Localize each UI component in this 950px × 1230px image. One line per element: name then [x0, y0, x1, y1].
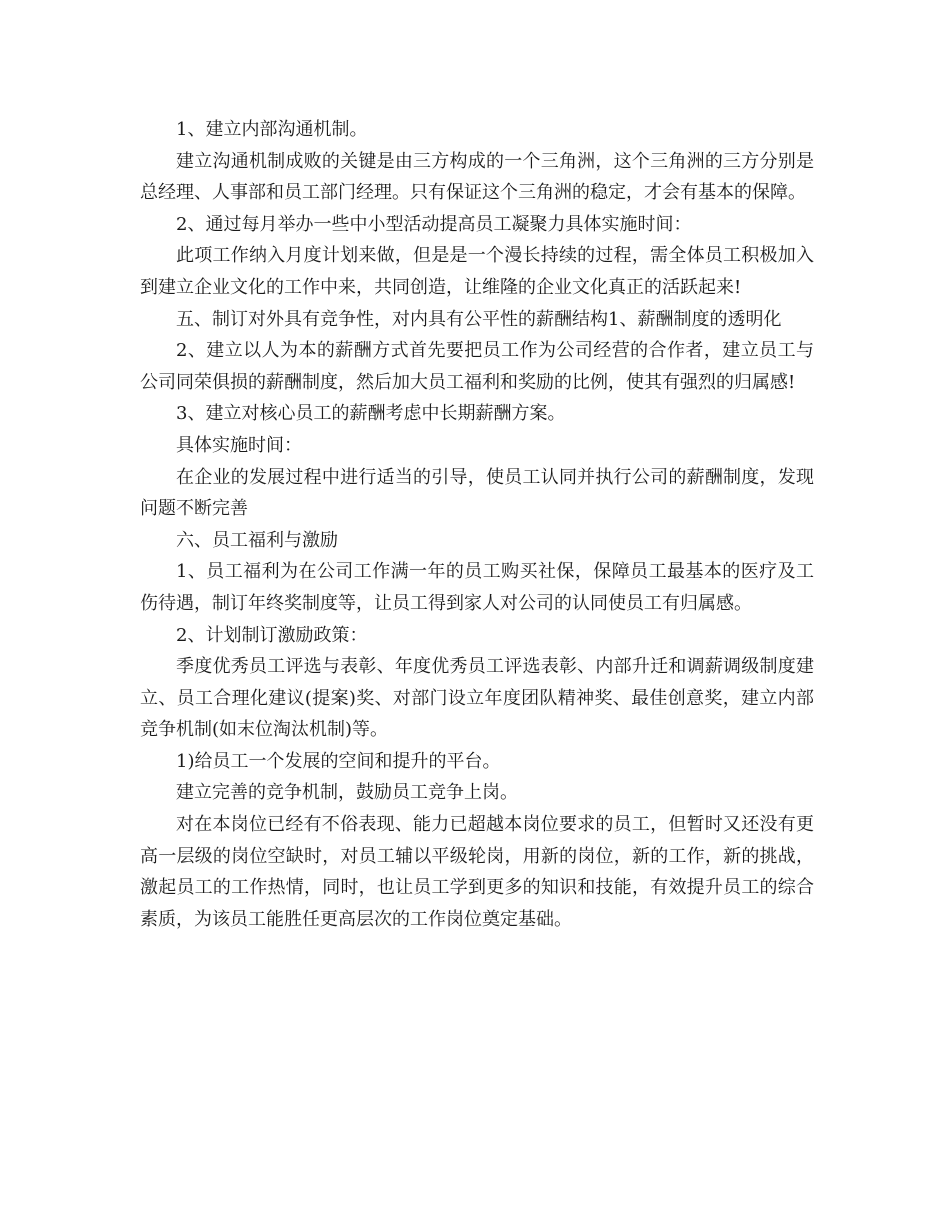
paragraph: 1)给员工一个发展的空间和提升的平台。	[176, 750, 501, 772]
paragraph: 建立完善的竞争机制，鼓励员工竞争上岗。	[176, 782, 518, 804]
paragraph: 1、员工福利为在公司工作满一年的员工购买社保，保障员工最基本的医疗及工伤待遇，制订年终奖制度等，让员工得到家人对公司的认同使员工有归属感。	[140, 561, 814, 614]
paragraph: 2、计划制订激励政策：	[176, 624, 368, 646]
paragraph: 具体实施时间：	[176, 434, 302, 456]
paragraph: 在企业的发展过程中进行适当的引导，使员工认同并执行公司的薪酬制度，发现问题不断完善	[140, 466, 814, 520]
paragraph: 五、制订对外具有竞争性，对内具有公平性的薪酬结构1、薪酬制度的透明化	[176, 308, 782, 330]
paragraph: 3、建立对核心员工的薪酬考虑中长期薪酬方案。	[176, 403, 566, 425]
paragraph: 此项工作纳入月度计划来做，但是是一个漫长持续的过程，需全体员工积极加入到建立企业文化的工作中来，共同创造，让维隆的企业文化真正的活跃起来!	[140, 245, 814, 298]
paragraph: 1、建立内部沟通机制。	[176, 119, 368, 140]
paragraph: 建立沟通机制成败的关键是由三方构成的一个三角洲，这个三角洲的三方分别是总经理、人事部和员工部门经理。只有保证这个三角洲的稳定，才会有基本的保障。	[140, 150, 814, 204]
document-body	[140, 114, 814, 935]
paragraph: 季度优秀员工评选与表彰、年度优秀员工评选表彰、内部升迁和调薪调级制度建立、员工合理化建议(提案)奖、对部门设立年度团队精神奖、最佳创意奖，建立内部竞争机制(如末位淘汰机制)等。	[140, 656, 814, 741]
paragraph: 2、通过每月举办一些中小型活动提高员工凝聚力具体实施时间：	[176, 213, 692, 235]
paragraph: 对在本岗位已经有不俗表现、能力已超越本岗位要求的员工，但暂时又还没有更高一层级的岗位空缺时，对员工辅以平级轮岗，用新的岗位，新的工作，新的挑战，激起员工的工作热情，同时，也让员工学到更多的知识和技能，有效提升员工的综合素质，为该员工能胜任更高层次的工作岗位奠定基础。	[140, 814, 814, 930]
paragraph: 2、建立以人为本的薪酬方式首先要把员工作为公司经营的合作者，建立员工与公司同荣俱损的薪酬制度，然后加大员工福利和奖励的比例，使其有强烈的归属感!	[140, 340, 814, 393]
paragraph: 六、员工福利与激励	[176, 529, 338, 551]
